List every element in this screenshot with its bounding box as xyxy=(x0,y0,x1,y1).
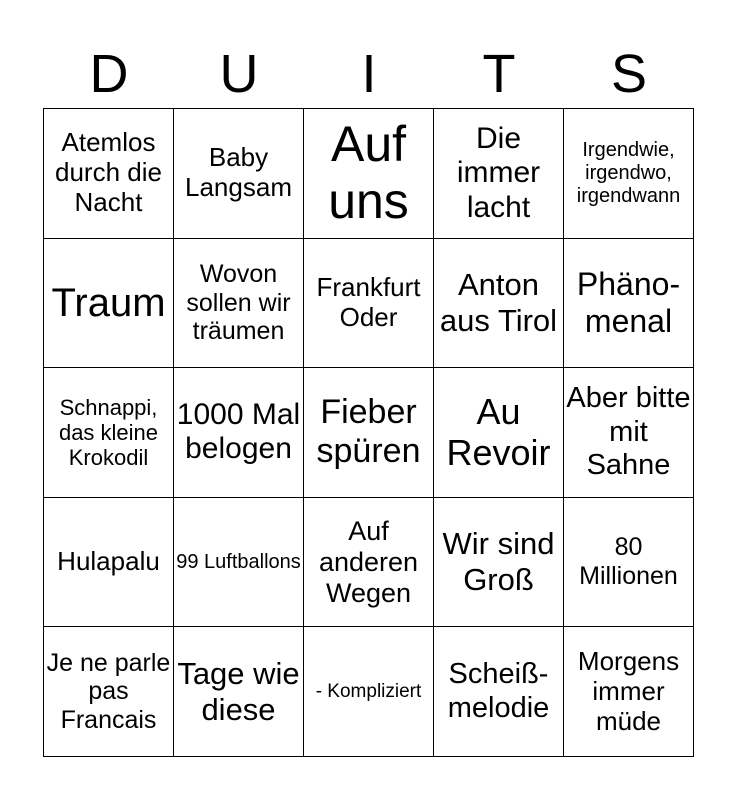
cell-text: Baby Langsam xyxy=(185,142,292,203)
bingo-cell xyxy=(44,627,174,757)
bingo-cell xyxy=(174,239,304,369)
cell-text: Scheiß-melodie xyxy=(447,658,550,724)
cell-text: Irgendwie, irgendwo, irgendwann xyxy=(576,138,681,207)
cell-text: Phäno-menal xyxy=(576,266,681,339)
bingo-cell xyxy=(44,239,174,369)
bingo-cell xyxy=(174,109,304,239)
cell-text: Au Revoir xyxy=(446,391,551,474)
cell-text: Traum xyxy=(51,280,166,325)
cell-text: 1000 Mal belogen xyxy=(176,397,301,466)
header-letter: S xyxy=(610,44,648,104)
cell-text: Auf anderen Wegen xyxy=(318,515,419,608)
cell-text: 80 Millionen xyxy=(579,533,678,591)
bingo-cell xyxy=(44,498,174,628)
bingo-header xyxy=(44,40,694,108)
bingo-cell xyxy=(434,368,564,498)
bingo-cell xyxy=(174,368,304,498)
cell-text: Schnappi, das kleine Krokodil xyxy=(58,394,159,471)
bingo-cell xyxy=(44,109,174,239)
cell-text: Wovon sollen wir träumen xyxy=(186,259,291,346)
bingo-grid xyxy=(43,108,694,757)
header-letter: T xyxy=(482,44,516,104)
header-letter: I xyxy=(361,44,377,104)
cell-text: 99 Luftballons xyxy=(176,550,301,573)
bingo-cell xyxy=(304,627,434,757)
bingo-cell xyxy=(304,239,434,369)
bingo-cell xyxy=(304,109,434,239)
cell-text: - Kompliziert xyxy=(315,680,422,702)
cell-text: Auf uns xyxy=(328,115,409,230)
cell-text: Je ne parle pas Francais xyxy=(46,648,171,735)
bingo-cell xyxy=(304,368,434,498)
bingo-cell xyxy=(564,239,694,369)
bingo-cell xyxy=(434,239,564,369)
bingo-cell xyxy=(564,627,694,757)
bingo-cell xyxy=(434,498,564,628)
cell-text: Frankfurt Oder xyxy=(316,272,421,332)
header-letter: D xyxy=(89,44,129,104)
bingo-cell xyxy=(564,368,694,498)
cell-text: Die immer lacht xyxy=(456,121,541,224)
bingo-cell xyxy=(174,627,304,757)
cell-text: Tage wie diese xyxy=(177,656,300,727)
header-letter: U xyxy=(219,44,259,104)
cell-text: Wir sind Groß xyxy=(442,526,555,598)
cell-text: Hulapalu xyxy=(57,546,160,577)
cell-text: Anton aus Tirol xyxy=(439,267,558,338)
bingo-cell xyxy=(174,498,304,628)
bingo-cell xyxy=(44,368,174,498)
cell-text: Morgens immer müde xyxy=(577,645,680,736)
cell-text: Atemlos durch die Nacht xyxy=(55,127,162,218)
bingo-cell xyxy=(564,498,694,628)
cell-text: Fieber spüren xyxy=(316,393,421,471)
bingo-cell xyxy=(434,627,564,757)
bingo-cell xyxy=(304,498,434,628)
bingo-cell xyxy=(434,109,564,239)
cell-text: Aber bitte mit Sahne xyxy=(566,382,691,482)
bingo-cell xyxy=(564,109,694,239)
